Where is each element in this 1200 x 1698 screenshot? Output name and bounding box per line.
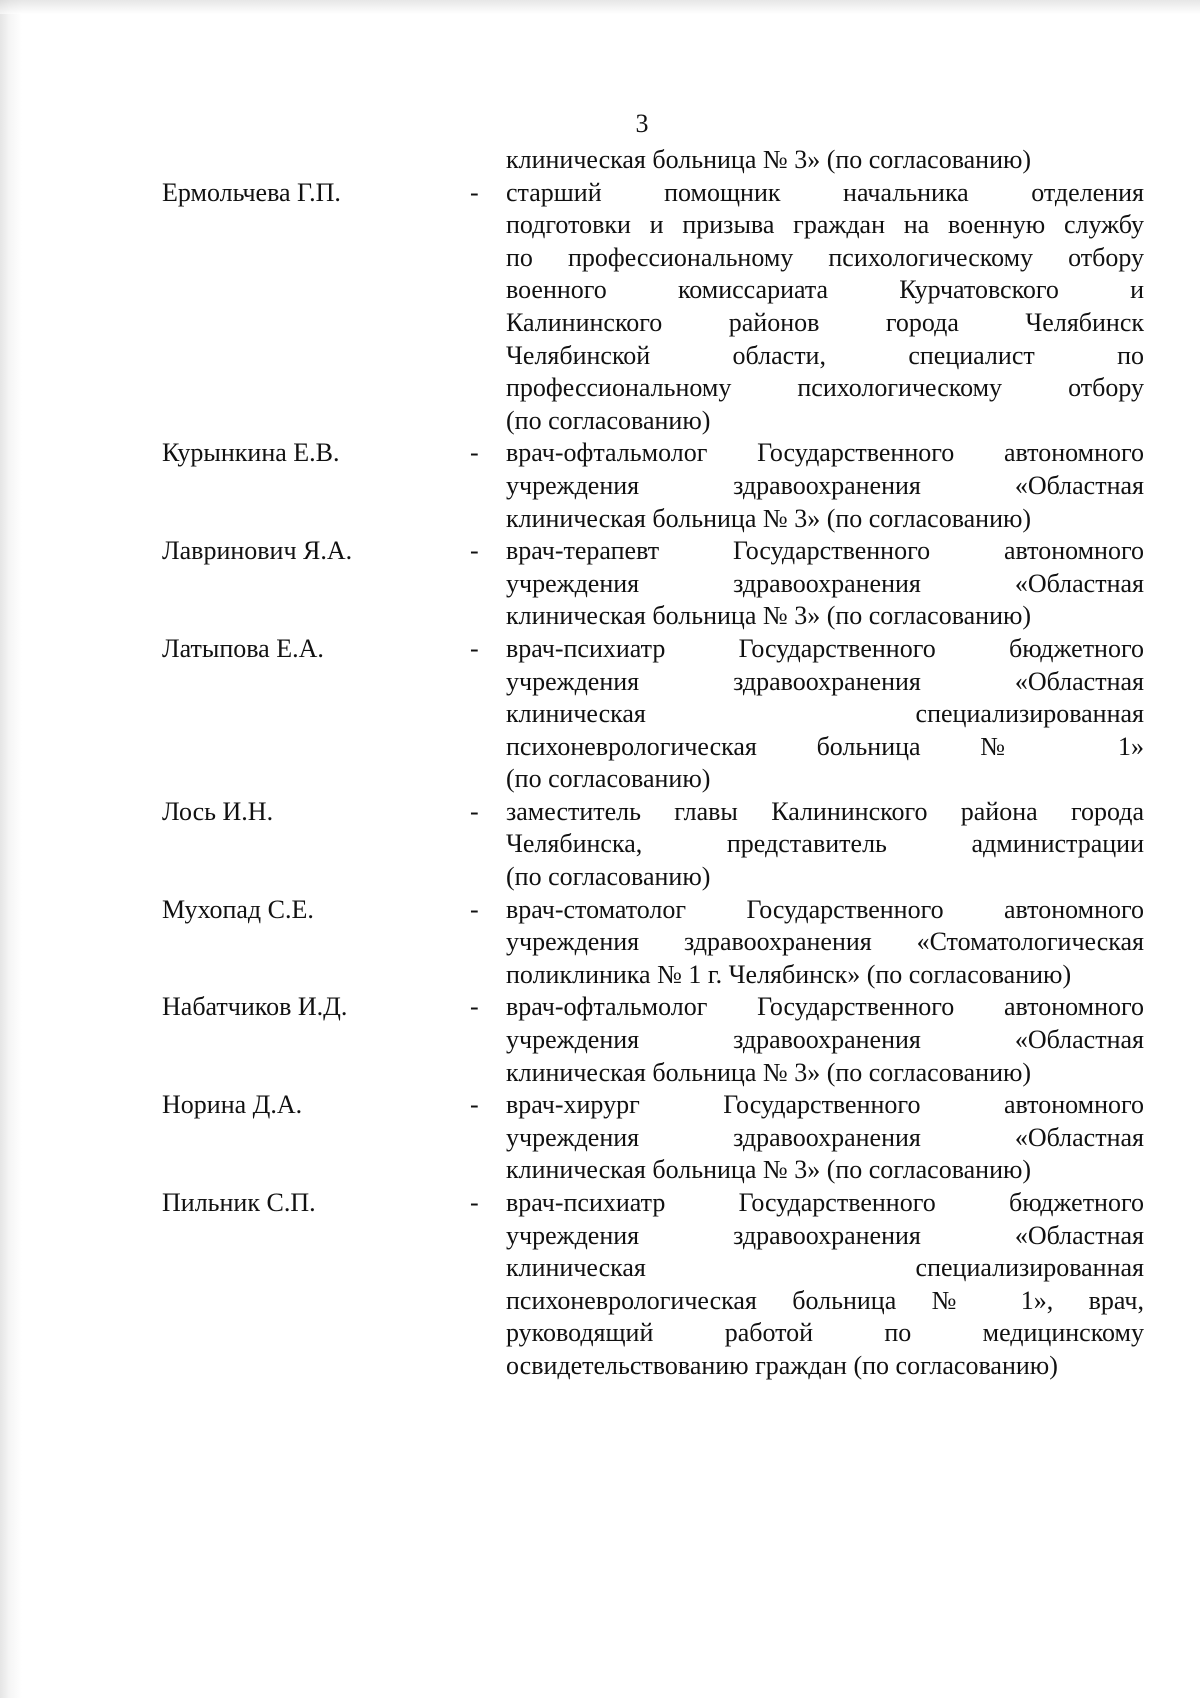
member-dash: - xyxy=(470,992,479,1022)
member-entry xyxy=(162,1089,1144,1187)
member-entry xyxy=(162,535,1144,633)
scan-edge-shadow-top xyxy=(0,0,1200,14)
member-position-line: клиническая больница № 3» (по согласованию) xyxy=(506,1155,1032,1185)
member-position-line: врач-офтальмолог Государственного автономного xyxy=(506,438,1144,468)
member-dash: - xyxy=(470,796,479,826)
page-number: 3 xyxy=(635,109,649,138)
member-position-line: учреждения здравоохранения «Областная xyxy=(506,666,1144,696)
member-position-line: клиническая больница № 3» (по согласованию) xyxy=(506,1057,1032,1087)
member-name: Курынкина Е.В. xyxy=(162,438,340,468)
member-position xyxy=(506,1187,1144,1383)
member-name: Лось И.Н. xyxy=(162,796,274,826)
member-name: Ермольчева Г.П. xyxy=(162,177,341,207)
member-position-line: клиническая специализированная xyxy=(506,1253,1144,1283)
member-entry xyxy=(162,144,1144,177)
member-dash: - xyxy=(470,536,479,566)
member-name: Норина Д.А. xyxy=(162,1090,303,1120)
member-position-line: клиническая больница № 3» (по согласованию) xyxy=(506,601,1032,631)
member-position-line: врач-стоматолог Государственного автономного xyxy=(506,894,1144,924)
member-position-line: (по согласованию) xyxy=(506,405,711,435)
member-position-line: по профессиональному психологическому отбору xyxy=(506,242,1144,272)
member-name: Пильник С.П. xyxy=(162,1188,316,1217)
member-name: Лавринович Я.А. xyxy=(162,536,353,566)
member-position-line: клиническая больница № 3» (по согласованию) xyxy=(506,503,1032,533)
member-position-line: учреждения здравоохранения «Областная xyxy=(506,568,1144,598)
member-entry xyxy=(162,633,1144,796)
member-dash: - xyxy=(470,177,479,207)
member-position-line: врач-хирург Государственного автономного xyxy=(506,1090,1144,1120)
member-position-line: учреждения здравоохранения «Областная xyxy=(506,470,1144,500)
member-position xyxy=(506,633,1144,796)
member-position-line: Челябинской области, специалист по xyxy=(506,340,1144,370)
commission-member-list xyxy=(162,144,1144,1383)
member-position-line: поликлиника № 1 г. Челябинск» (по согласованию) xyxy=(506,959,1072,989)
member-position-line: заместитель главы Калининского района города xyxy=(506,796,1144,826)
member-position-line: клиническая специализированная xyxy=(506,699,1144,729)
member-entry xyxy=(162,796,1144,894)
member-position-line: (по согласованию) xyxy=(506,764,711,794)
member-entry xyxy=(162,991,1144,1089)
member-name: Латыпова Е.А. xyxy=(162,633,324,663)
member-position-line: учреждения здравоохранения «Областная xyxy=(506,1220,1144,1250)
member-entry xyxy=(162,177,1144,438)
member-name: Мухопад С.Е. xyxy=(162,894,314,924)
member-position xyxy=(506,437,1144,535)
member-position xyxy=(506,991,1144,1089)
member-position-line: (по согласованию) xyxy=(506,862,711,892)
member-position-line: освидетельствованию граждан (по согласованию) xyxy=(506,1350,1058,1380)
member-dash: - xyxy=(470,1090,479,1120)
member-position-line: профессиональному психологическому отбору xyxy=(506,373,1144,403)
member-position-line: врач-терапевт Государственного автономного xyxy=(506,536,1144,566)
member-position-line: Калининского районов города Челябинск xyxy=(506,307,1144,337)
member-entry xyxy=(162,894,1144,992)
member-position xyxy=(506,177,1144,438)
member-position xyxy=(506,894,1144,992)
member-position-line: учреждения здравоохранения «Стоматологическая xyxy=(506,927,1144,957)
member-name: Набатчиков И.Д. xyxy=(162,992,348,1022)
member-dash: - xyxy=(470,633,479,663)
member-position-line: врач-психиатр Государственного бюджетного xyxy=(506,633,1144,663)
member-position-line: руководящий работой по медицинскому xyxy=(506,1318,1144,1348)
member-position-line: Челябинска, представитель администрации xyxy=(506,829,1144,859)
member-position-line: учреждения здравоохранения «Областная xyxy=(506,1025,1144,1055)
member-position-line: военного комиссариата Курчатовского и xyxy=(506,275,1144,305)
scan-edge-shadow-left xyxy=(0,0,22,1698)
member-position-line: психоневрологическая больница № 1», врач, xyxy=(506,1285,1144,1315)
member-dash: - xyxy=(470,894,479,924)
member-position-line: старший помощник начальника отделения xyxy=(506,177,1144,207)
member-dash: - xyxy=(470,438,479,468)
member-position-line: врач-офтальмолог Государственного автономного xyxy=(506,992,1144,1022)
member-position xyxy=(506,796,1144,894)
member-position xyxy=(506,535,1144,633)
member-position xyxy=(506,1089,1144,1187)
member-position-line: клиническая больница № 3» (по согласованию) xyxy=(506,145,1032,174)
member-position-line: учреждения здравоохранения «Областная xyxy=(506,1122,1144,1152)
member-position-line: врач-психиатр Государственного бюджетного xyxy=(506,1188,1144,1217)
member-position xyxy=(506,144,1144,177)
member-entry xyxy=(162,437,1144,535)
member-entry xyxy=(162,1187,1144,1383)
member-dash: - xyxy=(470,1188,479,1217)
member-position-line: психоневрологическая больница № 1» xyxy=(506,731,1144,761)
member-position-line: подготовки и призыва граждан на военную службу xyxy=(506,210,1144,240)
